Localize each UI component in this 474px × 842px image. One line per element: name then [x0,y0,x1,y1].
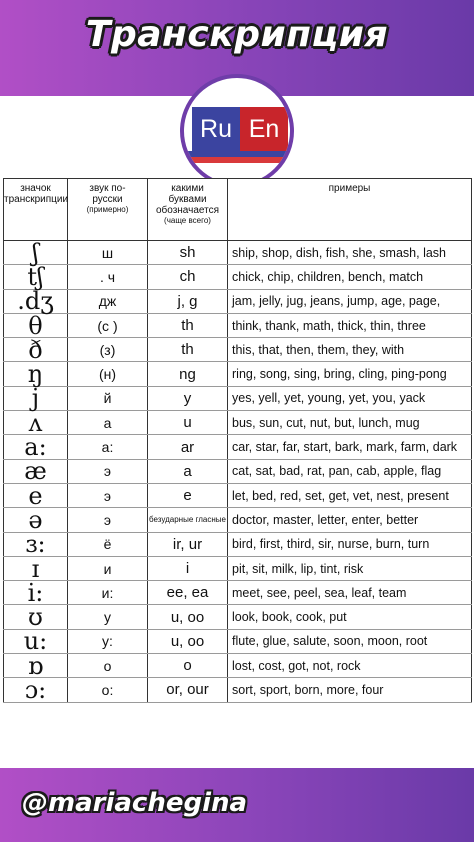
russian-cell: (з) [68,338,148,362]
letters-cell: o [148,654,228,678]
column-header-russian [68,179,148,241]
russian-cell: и: [68,581,148,605]
russian-cell: ш [68,241,148,265]
letters-cell: безударные гласные [148,508,228,532]
examples-cell: yes, yell, yet, young, yet, you, yack [228,386,472,410]
russian-cell: э [68,483,148,507]
examples-cell: this, that, then, them, they, with [228,338,472,362]
table-row [4,508,472,532]
letters-cell: sh [148,241,228,265]
symbol-cell: ɒ [4,654,68,678]
column-header-symbol [4,179,68,241]
table-row [4,629,472,653]
letters-cell: y [148,386,228,410]
column-header-russian-line2: русски [92,194,123,205]
russian-cell: . ч [68,265,148,289]
examples-cell: cat, sat, bad, rat, pan, cab, apple, flag [228,459,472,483]
table-row [4,605,472,629]
symbol-cell: e [4,483,68,507]
column-header-examples-line1: примеры [328,183,371,194]
table-row [4,386,472,410]
letters-cell: u, oo [148,629,228,653]
symbol-cell: tʃ [4,265,68,289]
symbol-cell: ə [4,508,68,532]
table-row [4,338,472,362]
russian-cell: э [68,459,148,483]
author-handle: @mariachegina [22,788,248,818]
table-header-row [4,179,472,241]
russian-cell: э [68,508,148,532]
letters-cell: e [148,483,228,507]
russian-cell: о: [68,678,148,702]
russian-cell: дж [68,289,148,313]
examples-cell: doctor, master, letter, enter, better [228,508,472,532]
column-header-examples [228,179,472,241]
letters-cell: u [148,411,228,435]
symbol-cell: j [4,386,68,410]
examples-cell: lost, cost, got, not, rock [228,654,472,678]
transcription-table-container [3,178,471,763]
badge-red-stripe [184,157,290,163]
symbol-cell: æ [4,459,68,483]
russian-cell: ё [68,532,148,556]
symbol-cell: ɪ [4,556,68,580]
symbol-cell: ɔ: [4,678,68,702]
examples-cell: look, book, cook, put [228,605,472,629]
russian-cell: у: [68,629,148,653]
examples-cell: bird, first, third, sir, nurse, burn, turn [228,532,472,556]
symbol-cell: ŋ [4,362,68,386]
letters-cell: ar [148,435,228,459]
letters-cell: th [148,338,228,362]
table-row [4,556,472,580]
symbol-cell: θ [4,313,68,337]
page-title: Транскрипция [85,14,389,55]
symbol-cell: a: [4,435,68,459]
letters-cell: ng [148,362,228,386]
russian-cell: (н) [68,362,148,386]
column-header-letters [148,179,228,241]
russian-cell: о [68,654,148,678]
column-header-russian-line1: звук по- [89,183,126,194]
symbol-cell: ʌ [4,411,68,435]
table-row [4,265,472,289]
examples-cell: sort, sport, born, more, four [228,678,472,702]
badge-en-label: En [240,107,288,151]
table-row [4,459,472,483]
letters-cell: ee, ea [148,581,228,605]
examples-cell: car, star, far, start, bark, mark, farm, dark [228,435,472,459]
badge-ru-label: Ru [192,107,240,151]
footer-banner [0,768,474,842]
letters-cell: ir, ur [148,532,228,556]
column-header-letters-line2: буквами обозначается [155,194,220,216]
column-header-russian-line3: (примерно) [86,205,129,214]
letters-cell: ch [148,265,228,289]
symbol-cell: .dʒ [4,289,68,313]
table-row [4,581,472,605]
russian-cell: и [68,556,148,580]
table-row [4,411,472,435]
russian-cell: й [68,386,148,410]
examples-cell: jam, jelly, jug, jeans, jump, age, page, [228,289,472,313]
examples-cell: ring, song, sing, bring, cling, ping-pong [228,362,472,386]
letters-cell: u, oo [148,605,228,629]
russian-cell: а: [68,435,148,459]
examples-cell: flute, glue, salute, soon, moon, root [228,629,472,653]
table-row [4,362,472,386]
letters-cell: i [148,556,228,580]
table-row [4,654,472,678]
letters-cell: a [148,459,228,483]
table-row [4,313,472,337]
column-header-symbol-line2: транскрипции [4,194,69,205]
table-row [4,289,472,313]
column-header-letters-line1: какими [171,183,204,194]
symbol-cell: i: [4,581,68,605]
symbol-cell: ʊ [4,605,68,629]
examples-cell: pit, sit, milk, lip, tint, risk [228,556,472,580]
transcription-table [3,178,472,703]
table-row [4,678,472,702]
column-header-symbol-line1: значок [20,183,51,194]
examples-cell: meet, see, peel, sea, leaf, team [228,581,472,605]
column-header-letters-line3: (чаще всего) [164,216,211,225]
table-row [4,241,472,265]
symbol-cell: ʃ [4,241,68,265]
letters-cell: or, our [148,678,228,702]
language-badge [180,74,294,188]
examples-cell: let, bed, red, set, get, vet, nest, present [228,483,472,507]
symbol-cell: u: [4,629,68,653]
symbol-cell: ɜ: [4,532,68,556]
russian-cell: а [68,411,148,435]
table-row [4,532,472,556]
russian-cell: у [68,605,148,629]
symbol-cell: ð [4,338,68,362]
examples-cell: bus, sun, cut, nut, but, lunch, mug [228,411,472,435]
table-row [4,483,472,507]
table-row [4,435,472,459]
russian-cell: (с ) [68,313,148,337]
letters-cell: th [148,313,228,337]
examples-cell: chick, chip, children, bench, match [228,265,472,289]
examples-cell: ship, shop, dish, fish, she, smash, lash [228,241,472,265]
letters-cell: j, g [148,289,228,313]
examples-cell: think, thank, math, thick, thin, three [228,313,472,337]
